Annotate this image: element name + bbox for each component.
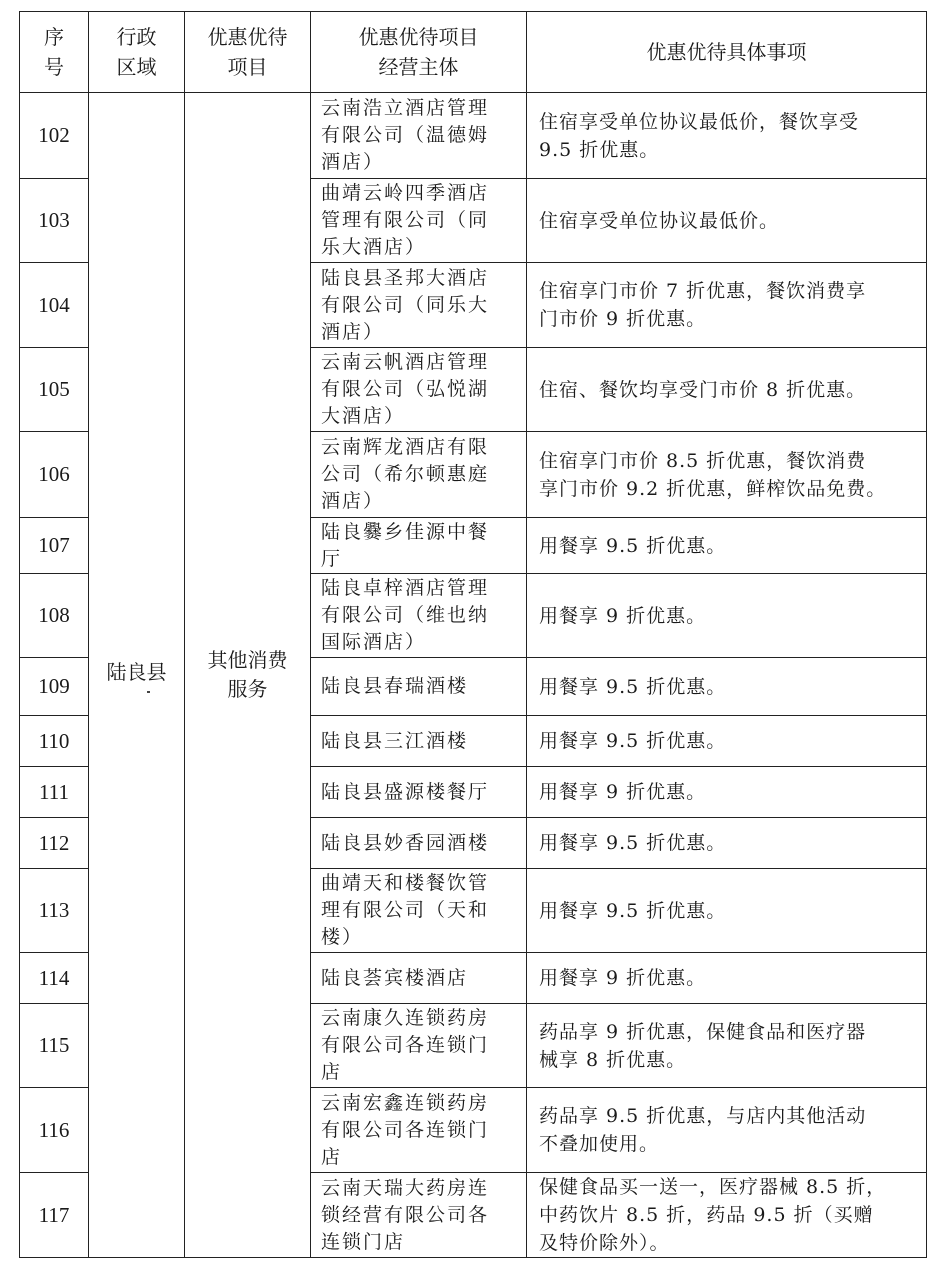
entity-line: 陆良荟宾楼酒店 — [321, 966, 469, 989]
header-entity-line: 经营主体 — [378, 55, 459, 79]
entity-line: 云南天瑞大药房连 — [321, 1176, 490, 1199]
detail-cell — [527, 1004, 927, 1088]
detail-line: 享门市价 9.2 折优惠，鲜榨饮品免费。 — [539, 477, 887, 500]
row-number: 112 — [20, 818, 89, 869]
detail-line: 住宿、餐饮均享受门市价 8 折优惠。 — [539, 378, 867, 401]
entity-cell — [311, 518, 527, 574]
entity-cell — [311, 1173, 527, 1258]
entity-line: 有限公司各连锁门 — [321, 1118, 490, 1141]
detail-cell — [527, 767, 927, 818]
detail-line: 用餐享 9 折优惠。 — [539, 781, 707, 803]
project-label-line: 服务 — [227, 677, 268, 701]
entity-line: 有限公司（同乐大 — [321, 293, 490, 316]
entity-line: 店 — [321, 1145, 343, 1168]
entity-line: 有限公司各连锁门 — [321, 1034, 490, 1056]
entity-line: 陆良县三江酒楼 — [321, 729, 469, 752]
row-number: 105 — [20, 348, 89, 432]
detail-line: 住宿享门市价 7 折优惠，餐饮消费享 — [539, 280, 867, 302]
entity-cell — [311, 1088, 527, 1173]
row-number: 108 — [20, 574, 89, 658]
entity-line: 陆良爨乡佳源中餐 — [321, 520, 490, 543]
region-label: 陆良县 — [106, 659, 167, 684]
entity-line: 曲靖天和楼餐饮管 — [321, 872, 490, 894]
entity-line: 锁经营有限公司各 — [321, 1203, 490, 1226]
detail-cell — [527, 518, 927, 574]
header-region-line: 行政 — [116, 25, 157, 49]
entity-line: 有限公司（维也纳 — [321, 604, 490, 626]
detail-cell — [527, 658, 927, 716]
detail-line: 9.5 折优惠。 — [539, 138, 660, 161]
entity-cell — [311, 263, 527, 348]
detail-cell — [527, 818, 927, 869]
row-number: 115 — [20, 1004, 89, 1088]
detail-line: 门市价 9 折优惠。 — [539, 308, 707, 330]
entity-line: 云南康久连锁药房 — [321, 1007, 490, 1029]
entity-cell — [311, 953, 527, 1004]
detail-cell — [527, 869, 927, 953]
entity-line: 酒店） — [321, 490, 385, 512]
detail-cell — [527, 716, 927, 767]
header-row — [20, 12, 927, 93]
detail-line: 及特价除外）。 — [539, 1232, 670, 1254]
detail-line: 药品享 9 折优惠，保健食品和医疗器 — [539, 1020, 867, 1043]
header-project-line: 优惠优待 — [207, 25, 288, 49]
detail-line: 用餐享 9.5 折优惠。 — [539, 899, 727, 922]
detail-line: 用餐享 9 折优惠。 — [539, 967, 707, 989]
detail-line: 用餐享 9.5 折优惠。 — [539, 832, 727, 854]
entity-line: 国际酒店） — [321, 631, 427, 653]
stray-mark — [147, 691, 150, 693]
header-detail: 优惠优待具体事项 — [527, 12, 927, 93]
entity-cell — [311, 869, 527, 953]
table-body — [20, 93, 927, 1258]
header-index-line: 序 — [44, 25, 64, 49]
table-row — [20, 93, 927, 179]
header-index-line: 号 — [44, 55, 64, 79]
project-cell — [185, 93, 311, 1258]
entity-line: 乐大酒店） — [321, 236, 427, 258]
detail-line: 住宿享门市价 8.5 折优惠，餐饮消费 — [539, 449, 867, 472]
detail-line: 用餐享 9.5 折优惠。 — [539, 534, 727, 557]
row-number: 102 — [20, 93, 89, 179]
entity-cell — [311, 658, 527, 716]
row-number: 111 — [20, 767, 89, 818]
header-entity-line: 优惠优待项目 — [358, 25, 479, 49]
entity-line: 大酒店） — [321, 405, 406, 427]
row-number: 107 — [20, 518, 89, 574]
entity-line: 厅 — [321, 547, 343, 570]
detail-cell — [527, 1173, 927, 1258]
detail-cell — [527, 1088, 927, 1173]
row-number: 104 — [20, 263, 89, 348]
row-number: 109 — [20, 658, 89, 716]
entity-line: 陆良县妙香园酒楼 — [321, 831, 490, 854]
entity-cell — [311, 348, 527, 432]
entity-line: 云南浩立酒店管理 — [321, 97, 490, 119]
entity-line: 酒店） — [321, 151, 385, 173]
row-number: 106 — [20, 432, 89, 518]
row-number: 114 — [20, 953, 89, 1004]
detail-cell — [527, 953, 927, 1004]
entity-line: 有限公司（弘悦湖 — [321, 378, 490, 400]
detail-line: 保健食品买一送一，医疗器械 8.5 折， — [539, 1176, 887, 1198]
entity-cell — [311, 818, 527, 869]
entity-line: 店 — [321, 1061, 343, 1083]
row-number: 117 — [20, 1173, 89, 1258]
header-index — [20, 12, 89, 93]
detail-line: 药品享 9.5 折优惠，与店内其他活动 — [539, 1105, 867, 1127]
entity-line: 云南辉龙酒店有限 — [321, 436, 490, 458]
entity-cell — [311, 574, 527, 658]
row-number: 113 — [20, 869, 89, 953]
entity-line: 公司（希尔顿惠庭 — [321, 463, 490, 485]
entity-line: 楼） — [321, 926, 364, 948]
header-project — [185, 12, 311, 93]
detail-cell — [527, 574, 927, 658]
entity-cell — [311, 716, 527, 767]
entity-cell — [311, 432, 527, 518]
entity-line: 陆良卓梓酒店管理 — [321, 577, 490, 599]
header-entity — [311, 12, 527, 93]
entity-cell — [311, 1004, 527, 1088]
detail-cell — [527, 263, 927, 348]
entity-cell — [311, 93, 527, 179]
entity-line: 曲靖云岭四季酒店 — [321, 182, 490, 204]
entity-line: 陆良县春瑞酒楼 — [321, 675, 469, 697]
header-region — [89, 12, 185, 93]
detail-line: 不叠加使用。 — [539, 1133, 660, 1155]
region-cell — [89, 93, 185, 1258]
detail-line: 用餐享 9.5 折优惠。 — [539, 675, 727, 698]
header-project-line: 项目 — [227, 55, 268, 79]
entity-line: 陆良县盛源楼餐厅 — [321, 780, 490, 803]
entity-cell — [311, 767, 527, 818]
row-number: 116 — [20, 1088, 89, 1173]
entity-line: 连锁门店 — [321, 1230, 406, 1253]
entity-line: 有限公司（温德姆 — [321, 124, 490, 146]
detail-line: 用餐享 9.5 折优惠。 — [539, 730, 727, 752]
detail-cell — [527, 179, 927, 263]
detail-line: 械享 8 折优惠。 — [539, 1048, 687, 1071]
row-number: 110 — [20, 716, 89, 767]
detail-line: 住宿享受单位协议最低价。 — [539, 209, 780, 232]
entity-line: 理有限公司（天和 — [321, 899, 490, 921]
entity-line: 陆良县圣邦大酒店 — [321, 266, 490, 289]
entity-line: 管理有限公司（同 — [321, 209, 490, 231]
header-region-line: 区域 — [116, 55, 157, 79]
detail-line: 中药饮片 8.5 折，药品 9.5 折（买赠 — [539, 1204, 874, 1226]
entity-line: 云南宏鑫连锁药房 — [321, 1091, 490, 1114]
entity-cell — [311, 179, 527, 263]
entity-line: 云南云帆酒店管理 — [321, 351, 490, 373]
detail-cell — [527, 432, 927, 518]
row-number: 103 — [20, 179, 89, 263]
detail-line: 用餐享 9 折优惠。 — [539, 604, 707, 627]
entity-line: 酒店） — [321, 320, 385, 343]
detail-cell — [527, 93, 927, 179]
detail-cell — [527, 348, 927, 432]
discount-table — [19, 11, 927, 1258]
project-label-line: 其他消费 — [207, 648, 288, 672]
detail-line: 住宿享受单位协议最低价，餐饮享受 — [539, 110, 860, 133]
